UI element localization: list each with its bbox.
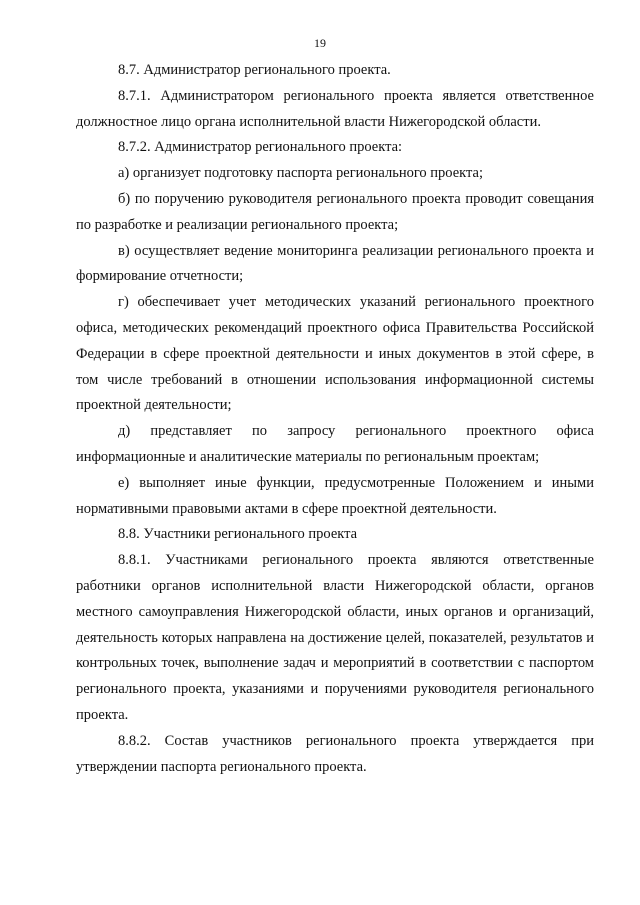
list-item-v: в) осуществляет ведение мониторинга реализации регионального проекта и формирование отчетности;: [76, 242, 594, 285]
list-item-g: г) обеспечивает учет методических указаний регионального проектного офиса, методических рекомендаций проектного офиса Правительства Российской Федерации в сфере проектной деятельности и иных документов в этой сфере, в том числе требований в отношении использования информационной системы проектной деятельности;: [76, 294, 594, 414]
document-body: [76, 58, 594, 780]
page-number: 19: [314, 36, 326, 50]
list-item-d: д) представляет по запросу регионального проектного офиса информационные и аналитические материалы по региональным проектам;: [76, 423, 594, 465]
list-item-b: б) по поручению руководителя регионального проекта проводит совещания по разработке и реализации регионального проекта;: [76, 190, 594, 233]
section-heading-8-7: 8.7. Администратор регионального проекта.: [118, 62, 391, 78]
paragraph-8-7-2: 8.7.2. Администратор регионального проекта:: [118, 139, 403, 156]
section-heading-8-8: 8.8. Участники регионального проекта: [118, 526, 358, 543]
paragraph-8-8-1: 8.8.1. Участниками регионального проекта являются ответственные работники органов исполнительной власти Нижегородской области, органов местного самоуправления Нижегородской области, иных органов и организаций, деятельность которых направлена на достижение целей, показателей, результатов и контрольных точек, выполнение задач и мероприятий в соответствии с паспортом регионального проекта, указаниями и поручениями руководителя регионального проекта.: [76, 552, 594, 723]
list-item-e: е) выполняет иные функции, предусмотренные Положением и иными нормативными правовыми актами в сфере проектной деятельности.: [76, 474, 594, 517]
paragraph-8-7-1: 8.7.1. Администратором регионального проекта является ответственное должностное лицо органа исполнительной власти Нижегородской области.: [76, 87, 594, 130]
list-item-a: а) организует подготовку паспорта регионального проекта;: [118, 165, 484, 182]
paragraph-8-8-2: 8.8.2. Состав участников регионального проекта утверждается при утверждении паспорта регионального проекта.: [76, 732, 594, 775]
